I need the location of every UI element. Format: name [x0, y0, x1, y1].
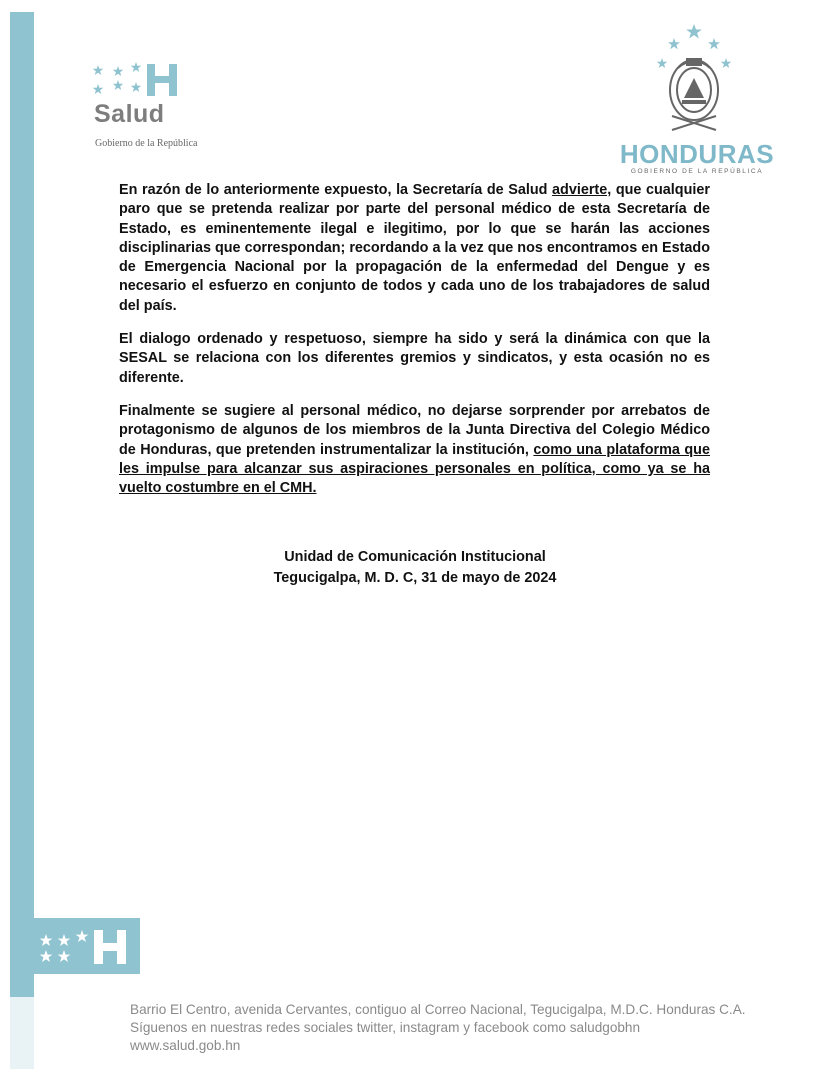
p1-text-a: En razón de lo anteriormente expuesto, la Secretaría de Salud: [119, 182, 553, 198]
footer-h-emblem: [34, 918, 140, 974]
signature-block: [200, 547, 630, 589]
coat-of-arms-icon: [612, 18, 782, 138]
paragraph-conclusion: [119, 402, 710, 498]
salud-wordmark: Salud: [94, 100, 165, 128]
star-h-icon: [34, 918, 140, 974]
side-accent-bar: [10, 12, 34, 997]
footer-address: Barrio El Centro, avenida Cervantes, contiguo al Correo Nacional, Tegucigalpa, M.D.C. Honduras C.A.: [130, 1002, 746, 1017]
p3-text-a: Finalmente se sugiere al personal médico, no dejarse sorprender por arrebatos de protagonismo de algunos de los miembros de la Junta Directiva del Colegio Médico de Honduras, que pretenden instrumentalizar la institución,: [119, 402, 710, 458]
issuing-unit: Unidad de Comunicación Institucional: [284, 549, 546, 565]
salud-logo: [92, 60, 232, 155]
side-accent-bar-end: [10, 997, 34, 1069]
p1-text-b: que cualquier paro que se pretenda realizar por parte del personal médico de esta Secretaría de Estado, es eminentemente ilegal e ilegitimo, por lo que se harán las acciones disciplinarias que correspondan; recordando a la vez que nos encontramos en Estado de Emergencia Nacional por la propagación de la enfermedad del Dengue y es necesario el esfuerzo en conjunto de todos y cada uno de los trabajadores de salud del país.: [119, 182, 710, 314]
footer-social: Síguenos en nuestras redes sociales twitter, instagram y facebook como saludgobhn: [130, 1020, 641, 1035]
honduras-wordmark: HONDURAS: [619, 139, 775, 169]
salud-star-h-icon: [92, 60, 192, 100]
paragraph-warning: [119, 181, 710, 316]
salud-tagline: Gobierno de la República: [95, 138, 198, 149]
footer-website: www.salud.gob.hn: [130, 1038, 241, 1053]
paragraph-dialogue: El dialogo ordenado y respetuoso, siempre ha sido y será la dinámica con que la SESAL se relaciona con los diferentes gremios y sindicatos, y esta ocasión no es diferente.: [119, 331, 710, 386]
place-date: Tegucigalpa, M. D. C, 31 de mayo de 2024: [273, 570, 557, 586]
p3-underlined: como una plataforma que les impulse para alcanzar sus aspiraciones personales en política, como ya se ha vuelto costumbre en el CMH.: [119, 441, 710, 497]
honduras-tagline: GOBIERNO DE LA REPÚBLICA: [630, 168, 764, 175]
honduras-logo: [612, 18, 782, 180]
page-footer: [130, 1001, 810, 1055]
statement-body: [119, 181, 710, 512]
p1-underlined: advierte,: [552, 182, 612, 198]
